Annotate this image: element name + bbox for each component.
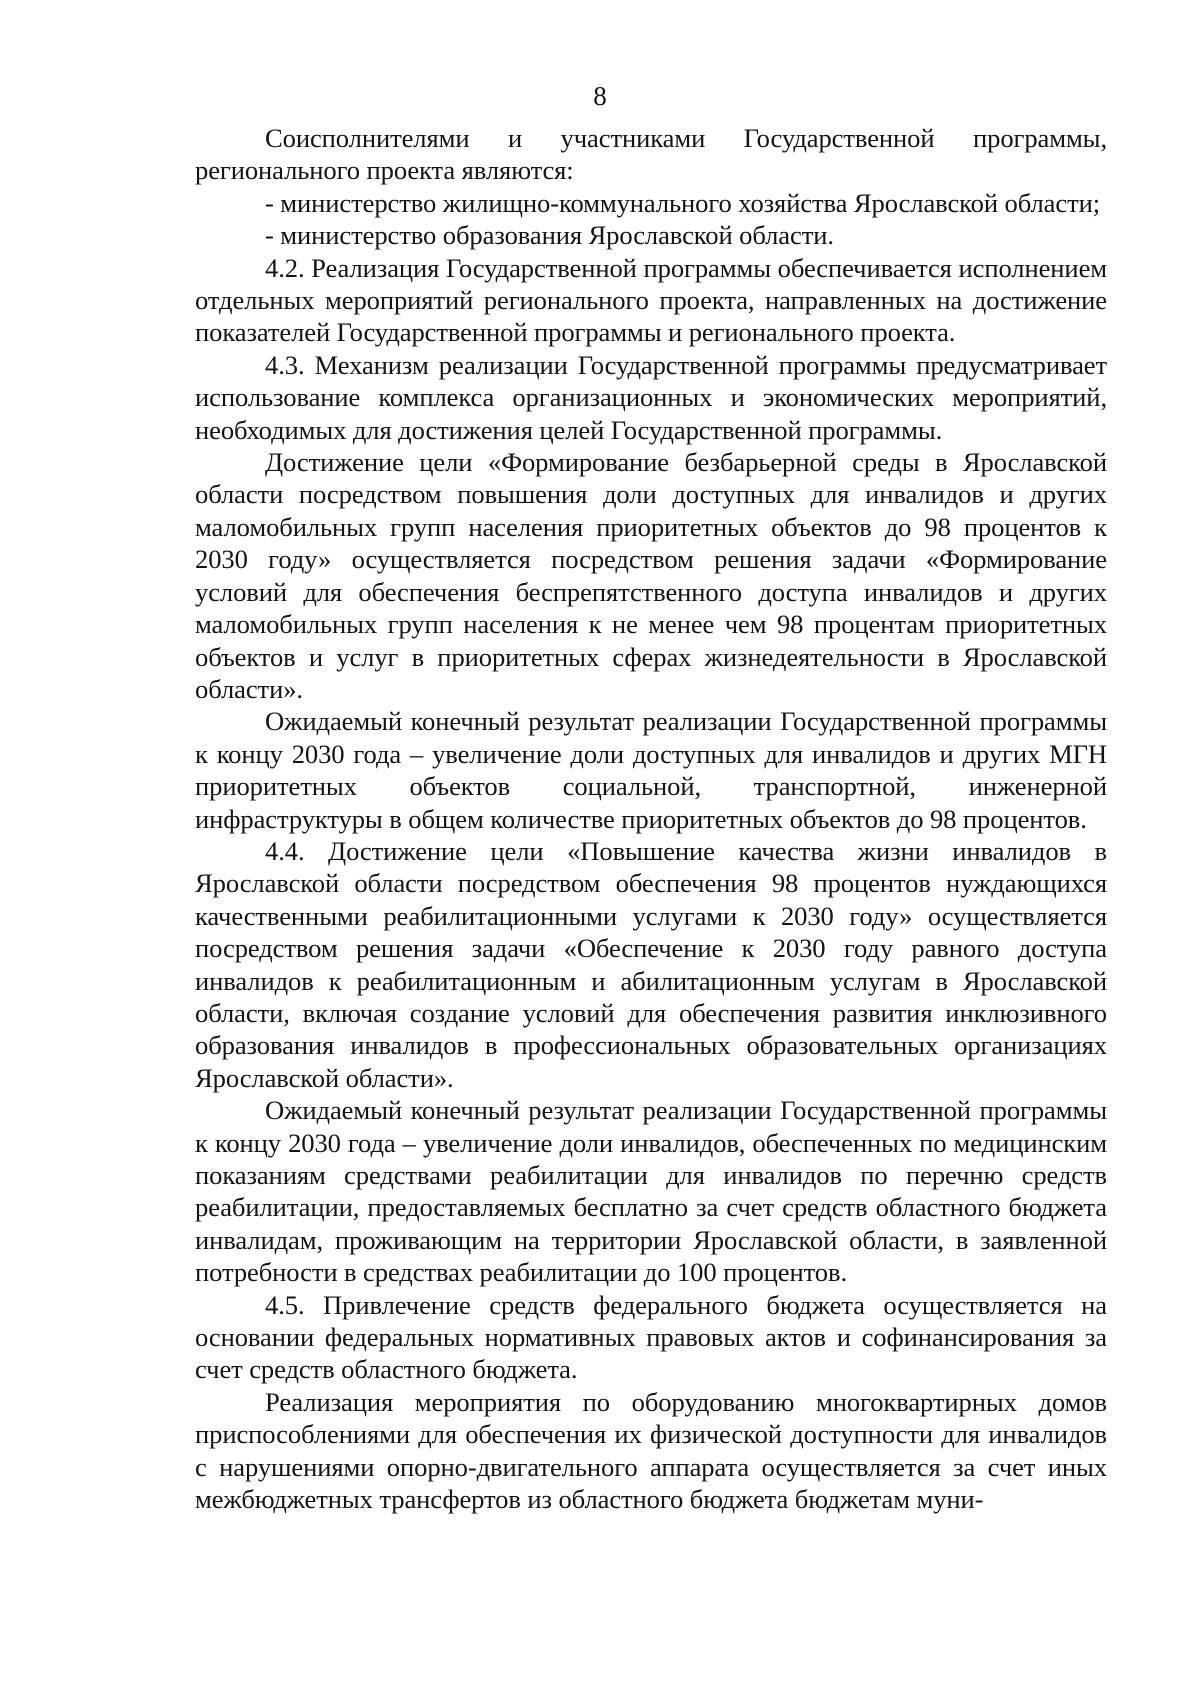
paragraph-section-4-5: 4.5. Привлечение средств федерального бюджета осуществляется на основании федеральных нормативных правовых актов и софинансирования за счет средств областного бюджета. xyxy=(195,1289,1107,1385)
paragraph-section-4-4: 4.4. Достижение цели «Повышение качества жизни инвалидов в Ярославской области посредством обеспечения 98 процентов нуждающихся качественными реабилитационными услугами к 2030 году» осуществляется посредством решения задачи «Обеспечение к 2030 году равного доступа инвалидов к реабилитационным и абилитационным услугам в Ярославской области, включая создание условий для обеспечения развития инклюзивного образования инвалидов в профессиональных образовательных организациях Ярославской области». xyxy=(195,835,1107,1093)
document-body xyxy=(195,122,1107,1515)
paragraph-ministry-housing: - министерство жилищно-коммунального хозяйства Ярославской области; xyxy=(265,187,1101,218)
paragraph-expected-result-2: Ожидаемый конечный результат реализации Государственной программы к концу 2030 года – увеличение доли инвалидов, обеспеченных по медицинским показаниям средствами реабилитации для инвалидов по перечню средств реабилитации, предоставляемых бесплатно за счет средств областного бюджета инвалидам, проживающим на территории Ярославской области, в заявленной потребности в средствах реабилитации до 100 процентов. xyxy=(195,1095,1107,1288)
paragraph-ministry-education: - министерство образования Ярославской области. xyxy=(265,220,834,251)
paragraph-section-4-3: 4.3. Механизм реализации Государственной программы предусматривает использование комплекса организационных и экономических мероприятий, необходимых для достижения целей Государственной программы. xyxy=(195,349,1107,445)
paragraph-housing-equipment: Реализация мероприятия по оборудованию многоквартирных домов приспособлениями для обеспечения их физической доступности для инвалидов с нарушениями опорно-двигательного аппарата осуществляется за счет иных межбюджетных трансфертов из областного бюджета бюджетам муни- xyxy=(195,1386,1107,1515)
page-number: 8 xyxy=(593,81,607,111)
paragraph-expected-result-1: Ожидаемый конечный результат реализации Государственной программы к концу 2030 года – увеличение доли доступных для инвалидов и других МГН приоритетных объектов социальной, транспортной, инженерной инфраструктуры в общем количестве приоритетных объектов до 98 процентов. xyxy=(195,706,1107,834)
paragraph-section-4-2: 4.2. Реализация Государственной программы обеспечивается исполнением отдельных мероприятий регионального проекта, направленных на достижение показателей Государственной программы и регионального проекта. xyxy=(195,252,1107,348)
paragraph-co-executors: Соисполнителями и участниками Государственной программы, регионального проекта являются: xyxy=(195,123,1107,186)
paragraph-barrier-free-goal: Достижение цели «Формирование безбарьерной среды в Ярославской области посредством повышения доли доступных для инвалидов и других маломобильных групп населения приоритетных объектов до 98 процентов к 2030 году» осуществляется посредством решения задачи «Формирование условий для обеспечения беспрепятственного доступа инвалидов и других маломобильных групп населения к не менее чем 98 процентам приоритетных объектов и услуг в приоритетных сферах жизнедеятельности в Ярославской области». xyxy=(195,447,1107,704)
